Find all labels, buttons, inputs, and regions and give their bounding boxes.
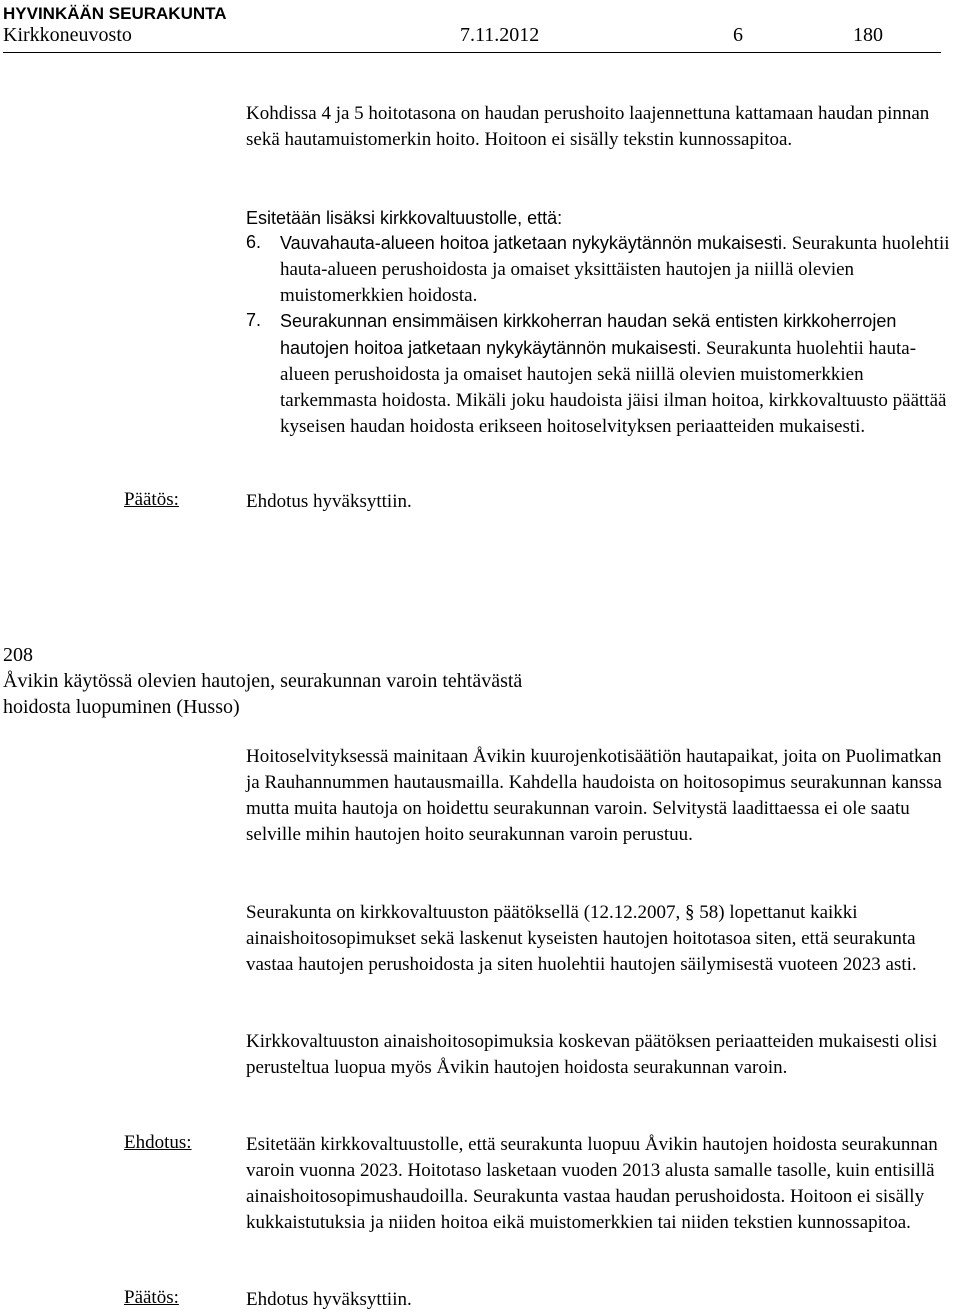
item-7-sans: Seurakunnan ensimmäisen kirkkoherran haudan sekä entisten kirkkoherrojen hautojen hoitoa jatketaan nykykäytännön mukaisesti. xyxy=(280,311,897,358)
paragraph-3 xyxy=(246,1029,960,1081)
header-divider xyxy=(3,52,941,53)
item-6-serif: Seurakunta huolehtii hauta-alueen perushoidosta ja omaiset yksittäisten hautojen ja niillä olevien muistomerkkien hoidosta. xyxy=(280,233,950,306)
proposal-text: Esitetään kirkkovaltuustolle, että seurakunta luopuu Åvikin hautojen hoidosta seurakunnan varoin vuonna 2023. Hoitotaso lasketaan vuoden 2013 alusta samalle tasolle, kuin entisillä ainaishoitosopimushaudoilla. Seurakunta vastaa haudan perushoidosta. Hoitoon ei sisälly kukkaistutuksia ja niiden hoitoa eikä muistomerkkien tai niiden tekstien kunnossapitoa. xyxy=(246,1134,938,1233)
decision-label-2: Päätös: xyxy=(124,1287,179,1308)
paragraph-1 xyxy=(246,744,952,848)
section-title-line2: hoidosta luopuminen (Husso) xyxy=(3,696,240,718)
intro-paragraph xyxy=(246,101,936,153)
proposal-label: Ehdotus: xyxy=(124,1132,192,1153)
list-item-6 xyxy=(246,230,950,309)
meeting-date: 7.11.2012 xyxy=(460,24,540,46)
decision-text-2: Ehdotus hyväksyttiin. xyxy=(246,1289,412,1310)
decision-text-1: Ehdotus hyväksyttiin. xyxy=(246,491,412,512)
paragraph-2 xyxy=(246,900,956,978)
item-6-number: 6. xyxy=(246,232,262,252)
proposal-lead: Esitetään lisäksi kirkkovaltuustolle, että: xyxy=(246,208,563,228)
section-number: 208 xyxy=(3,644,33,666)
item-6-text xyxy=(280,230,950,309)
page-number: 180 xyxy=(853,24,883,46)
section-count: 6 xyxy=(733,24,743,46)
item-7-serif: Seurakunta huolehtii hauta-alueen perushoidosta ja omaiset hautojen sekä niillä olevien muistomerkkien tarkemmasta hoidosta. Mikäli joku haudoista jäisi ilman hoitoa, kirkkovaltuusto päättää kyseisen haudan hoidosta erikseen hoitoselvityksen periaatteiden mukaisesti. xyxy=(280,338,947,437)
meeting-body: Kirkkoneuvosto xyxy=(3,24,132,46)
paragraph-2-text: Seurakunta on kirkkovaltuuston päätöksellä (12.12.2007, § 58) lopettanut kaikki ainaishoitosopimukset sekä laskenut kyseisten hautojen hoitotasoa siten, että seurakunta vastaa hautojen perushoidosta ja siten huolehtii hautojen säilymisestä vuoteen 2023 asti. xyxy=(246,902,917,975)
proposal-paragraph xyxy=(246,1132,952,1236)
section-title-line1: Åvikin käytössä olevien hautojen, seurakunnan varoin tehtävästä xyxy=(3,670,523,692)
list-item-7 xyxy=(246,308,958,440)
item-6-sans: Vauvahauta-alueen hoitoa jatketaan nykykäytännön mukaisesti. xyxy=(280,233,787,253)
item-7-number: 7. xyxy=(246,310,262,330)
paragraph-3-text: Kirkkovaltuuston ainaishoitosopimuksia koskevan päätöksen periaatteiden mukaisesti olisi perusteltua luopua myös Åvikin hautojen hoidosta seurakunnan varoin. xyxy=(246,1031,938,1078)
organization-name: HYVINKÄÄN SEURAKUNTA xyxy=(3,4,227,23)
intro-text: Kohdissa 4 ja 5 hoitotasona on haudan perushoito laajennettuna kattamaan haudan pinnan sekä hautamuistomerkin hoito. Hoitoon ei sisälly tekstin kunnossapitoa. xyxy=(246,103,930,150)
paragraph-1-text: Hoitoselvityksessä mainitaan Åvikin kuurojenkotisäätiön hautapaikat, joita on Puolimatkan ja Rauhannummen hautausmailla. Kahdella haudoista on hoitosopimus seurakunnan kanssa mutta muita hautoja on hoidettu seurakunnan varoin. Selvitystä laadittaessa ei ole saatu selville mihin hautojen hoito seurakunnan varoin perustuu. xyxy=(246,746,942,845)
item-7-text xyxy=(280,308,958,440)
decision-label-1: Päätös: xyxy=(124,489,179,510)
